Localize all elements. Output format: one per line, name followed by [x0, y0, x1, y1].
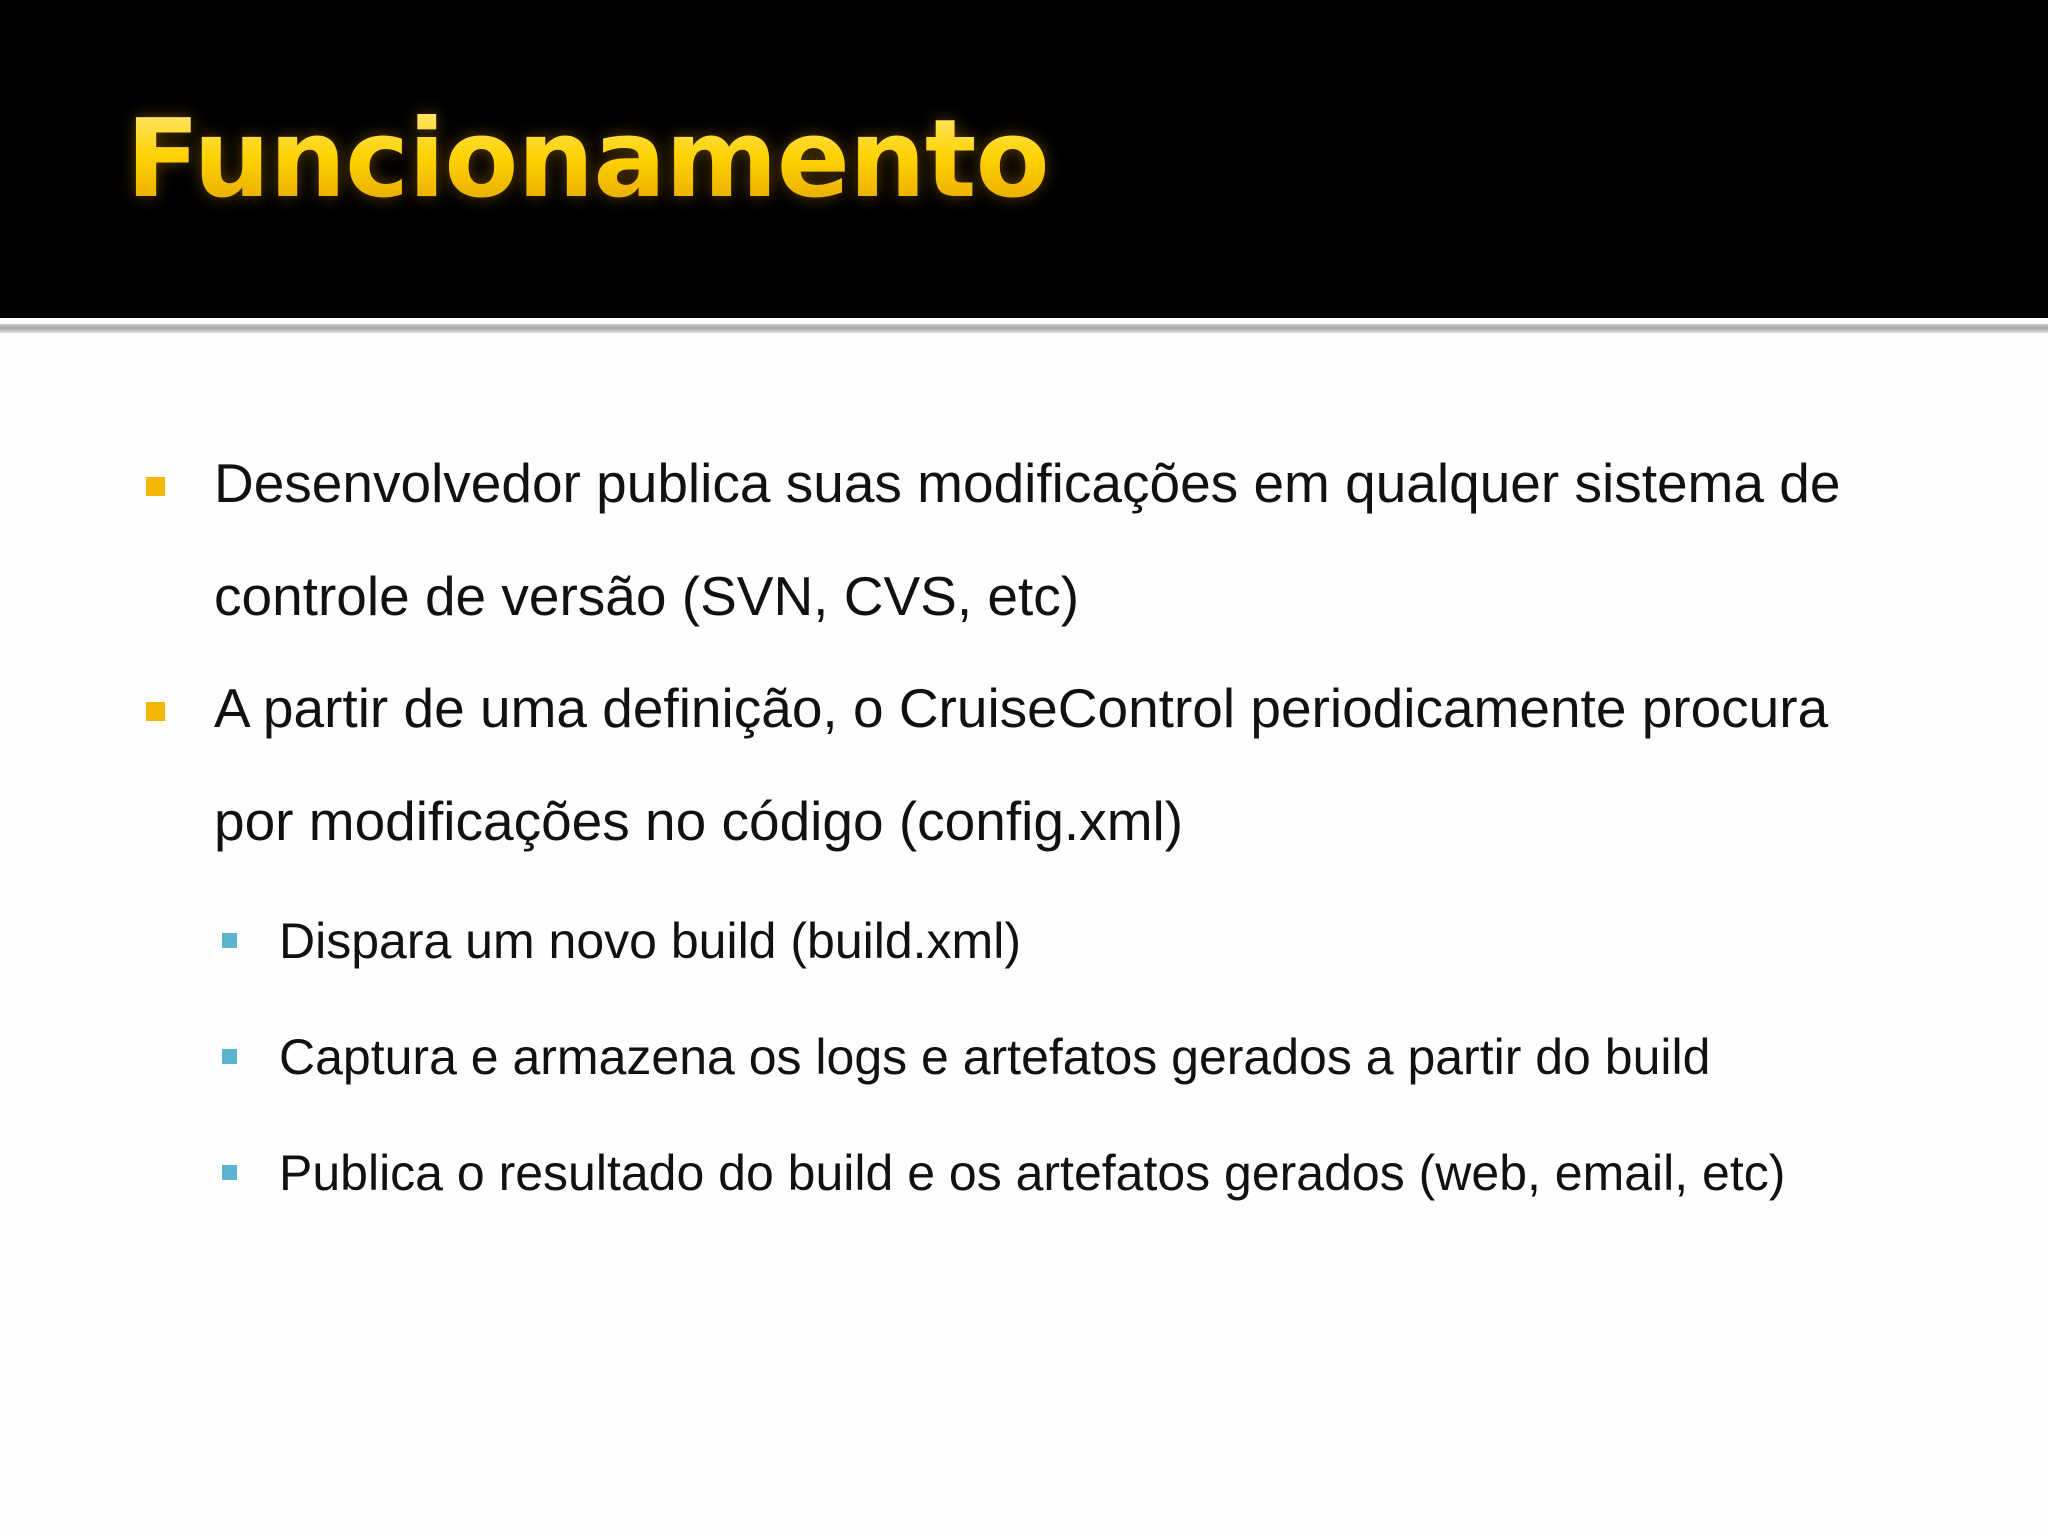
- bullet-2-line-2: por modificações no código (config.xml): [214, 790, 1184, 852]
- bullet-marker-1-icon: [146, 477, 165, 496]
- sub-bullet-marker-3-icon: [222, 1165, 237, 1180]
- slide-title: Funcionamento: [126, 97, 1049, 222]
- sub-bullet-1: Dispara um novo build (build.xml): [279, 913, 1021, 969]
- sub-bullet-marker-1-icon: [222, 933, 237, 948]
- bullet-1-line-1: Desenvolvedor publica suas modificações em qualquer sistema de: [214, 452, 1841, 514]
- sub-bullet-3: Publica o resultado do build e os artefatos gerados (web, email, etc): [279, 1145, 1786, 1201]
- sub-bullet-2: Captura e armazena os logs e artefatos gerados a partir do build: [279, 1029, 1711, 1085]
- bullet-2-line-1: A partir de uma definição, o CruiseControl periodicamente procura: [214, 677, 1829, 739]
- sub-bullet-marker-2-icon: [222, 1049, 237, 1064]
- bullet-1-line-2: controle de versão (SVN, CVS, etc): [214, 565, 1080, 627]
- bullet-marker-2-icon: [146, 702, 165, 721]
